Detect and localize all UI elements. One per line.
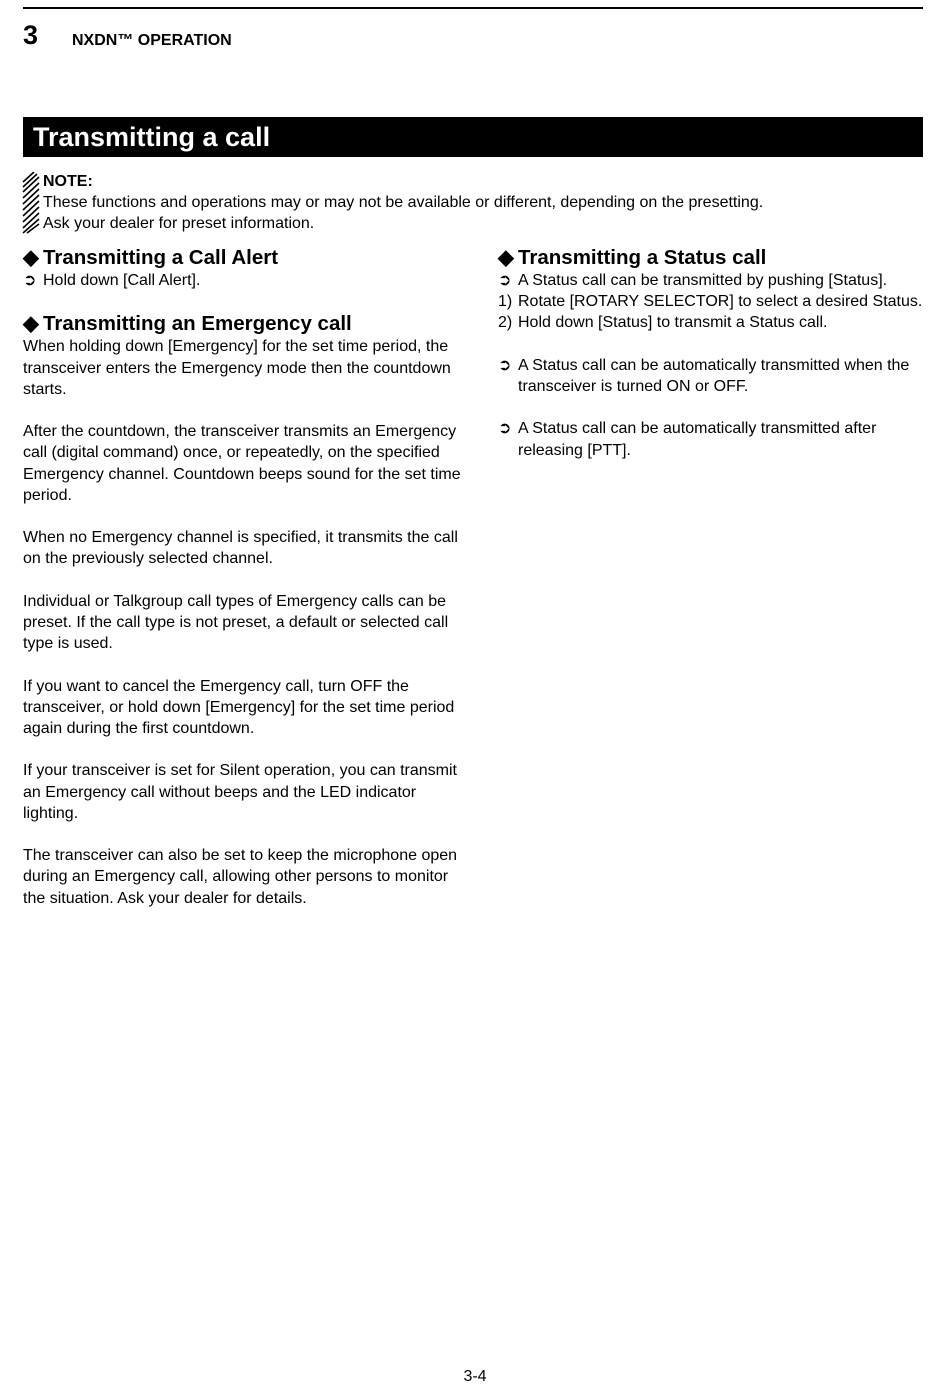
emergency-paragraph: Individual or Talkgroup call types of Emergency calls can be preset. If the call type is not preset, a default or selected call type is used. xyxy=(23,592,449,653)
diamond-icon: ◆ xyxy=(23,312,39,336)
note-line: Ask your dealer for preset information. xyxy=(43,215,315,233)
diamond-icon: ◆ xyxy=(498,246,514,269)
call-alert-heading-text: Transmitting a Call Alert xyxy=(43,246,279,269)
emergency-paragraph: If you want to cancel the Emergency call, turn OFF the transceiver, or hold down [Emergency] for the set time period again during the first countdown. xyxy=(23,677,455,737)
status-bullet-text: A Status call can be automatically transmitted after releasing [PTT]. xyxy=(518,420,877,459)
status-heading xyxy=(498,246,928,270)
call-alert-bullet-text: Hold down [Call Alert]. xyxy=(43,272,201,289)
note-hatch-icon xyxy=(22,172,40,234)
status-bullet xyxy=(498,270,928,291)
status-bullet-text: A Status call can be transmitted by pushing [Status]. xyxy=(518,272,888,289)
emergency-paragraph: The transceiver can also be set to keep the microphone open during an Emergency call, allowing other persons to monitor the situation. Ask your dealer for details. xyxy=(23,847,458,907)
note-block xyxy=(43,171,923,235)
page-number: 3-4 xyxy=(463,1368,487,1385)
emergency-paragraph: When no Emergency channel is specified, it transmits the call on the previously selected channel. xyxy=(23,529,458,568)
status-heading-text: Transmitting a Status call xyxy=(518,246,767,269)
arrow-icon: ➲ xyxy=(23,272,37,289)
emergency-heading-text: Transmitting an Emergency call xyxy=(43,312,352,336)
emergency-paragraph: When holding down [Emergency] for the set time period, the transceiver enters the Emergency mode then the countdown starts. xyxy=(23,338,451,398)
arrow-icon: ➲ xyxy=(498,356,512,374)
status-step xyxy=(498,291,928,312)
call-alert-heading xyxy=(23,246,468,270)
step-number: 1) xyxy=(498,293,513,311)
top-rule xyxy=(23,7,923,9)
section-title: Transmitting a call xyxy=(33,122,271,152)
arrow-icon: ➲ xyxy=(498,420,512,438)
emergency-paragraph: If your transceiver is set for Silent operation, you can transmit an Emergency call without beeps and the LED indicator lighting. xyxy=(23,762,457,822)
status-bullet xyxy=(498,418,928,460)
status-bullet-text: A Status call can be automatically transmitted when the transceiver is turned ON or OFF. xyxy=(518,356,910,395)
chapter-title: NXDN™ OPERATION xyxy=(72,32,232,49)
right-column xyxy=(498,246,928,461)
emergency-paragraph: After the countdown, the transceiver transmits an Emergency call (digital command) once, or repeatedly, on the specified Emergency channel. Countdown beeps sound for the set time period. xyxy=(23,423,461,504)
status-step xyxy=(498,312,928,333)
emergency-heading xyxy=(23,312,468,336)
arrow-icon: ➲ xyxy=(498,272,512,289)
step-text: Hold down [Status] to transmit a Status call. xyxy=(518,314,828,332)
call-alert-bullet xyxy=(23,270,468,291)
step-number: 2) xyxy=(498,314,513,332)
chapter-number: 3 xyxy=(23,20,39,50)
status-bullet xyxy=(498,355,928,397)
step-text: Rotate [ROTARY SELECTOR] to select a desired Status. xyxy=(518,293,923,311)
note-label: NOTE: xyxy=(43,173,93,190)
note-line: These functions and operations may or may not be available or different, depending on the presetting. xyxy=(43,194,764,212)
section-title-bar xyxy=(23,117,923,157)
diamond-icon: ◆ xyxy=(23,246,39,269)
left-column xyxy=(23,246,468,909)
